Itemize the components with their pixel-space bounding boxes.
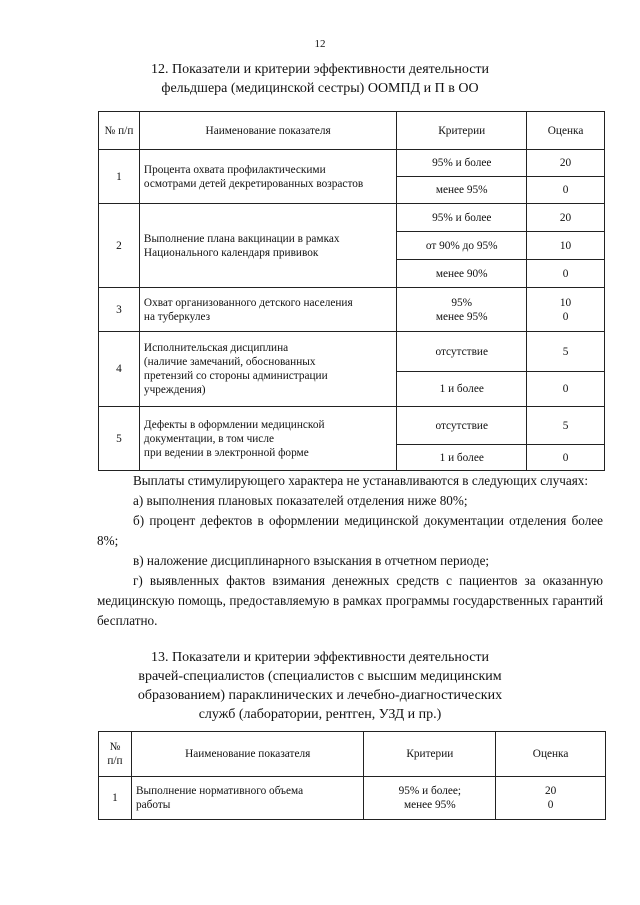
row-name-line: при ведении в электронной форме xyxy=(143,446,309,459)
row-score xyxy=(496,777,606,820)
row-score: 5 xyxy=(527,332,605,372)
row-criteria-line: менее 95% xyxy=(435,310,488,323)
row-criteria: 95% и более xyxy=(397,204,527,232)
header-num: № п/п xyxy=(99,112,140,150)
row-name xyxy=(139,150,396,204)
row-name-line: Охват организованного детского населения xyxy=(143,296,353,309)
section-12-title xyxy=(100,60,540,98)
row-criteria-line: 95% и более; xyxy=(398,785,462,797)
row-name-line: (наличие замечаний, обоснованных xyxy=(143,356,316,368)
table-header-row xyxy=(99,112,605,150)
row-name-line: Исполнительская дисциплина xyxy=(143,342,289,354)
section-13-title-line: врачей-специалистов (специалистов с высшим медицинским xyxy=(138,669,502,684)
paragraph-v: в) наложение дисциплинарного взыскания в отчетном периоде; xyxy=(133,553,490,568)
row-criteria: менее 90% xyxy=(397,260,527,288)
row-criteria xyxy=(397,288,527,332)
row-criteria: отсутствие xyxy=(397,332,527,372)
header-num xyxy=(99,732,132,777)
section-13-title-line: служб (лаборатории, рентген, УЗД и пр.) xyxy=(198,707,442,722)
row-score: 5 xyxy=(527,407,605,445)
row-score xyxy=(527,288,605,332)
conditions-text xyxy=(97,471,603,631)
row-score: 20 xyxy=(527,204,605,232)
row-criteria: менее 95% xyxy=(397,177,527,204)
paragraph-g: г) выявленных фактов взимания денежных средств с пациентов за оказанную медицинскую помощь, предоставляемую в рамках программы государственных гарантий бесплатно. xyxy=(97,573,603,628)
row-score-line: 0 xyxy=(547,799,554,811)
row-score: 0 xyxy=(527,177,605,204)
header-criteria: Критерии xyxy=(364,732,496,777)
row-score: 0 xyxy=(527,372,605,407)
row-criteria: 1 и более xyxy=(397,372,527,407)
header-criteria: Критерии xyxy=(397,112,527,150)
row-criteria: 1 и более xyxy=(397,445,527,471)
table-row xyxy=(99,150,605,177)
section-12-title-line: 12. Показатели и критерии эффективности деятельности xyxy=(150,62,490,77)
row-name-line: на туберкулез xyxy=(143,310,211,323)
section-12-title-line: фельдшера (медицинской сестры) ООМПД и П в ОО xyxy=(161,81,479,96)
header-num-line: № xyxy=(109,741,121,753)
row-name-line: Выполнение плана вакцинации в рамках xyxy=(143,232,340,245)
section-13-title xyxy=(90,648,550,724)
row-num: 5 xyxy=(99,407,140,471)
row-score: 20 xyxy=(527,150,605,177)
section-12-table xyxy=(98,111,605,471)
page-number: 12 xyxy=(314,38,326,50)
row-num: 3 xyxy=(99,288,140,332)
table-row xyxy=(99,407,605,445)
paragraph-b: б) процент дефектов в оформлении медицинской документации отделения более 8%; xyxy=(97,513,603,548)
row-score: 10 xyxy=(527,232,605,260)
header-name: Наименование показателя xyxy=(131,732,364,777)
header-score: Оценка xyxy=(527,112,605,150)
row-criteria: отсутствие xyxy=(397,407,527,445)
row-name-line: документации, в том числе xyxy=(143,432,274,445)
row-name-line: Процента охвата профилактическими xyxy=(143,163,326,176)
row-criteria: от 90% до 95% xyxy=(397,232,527,260)
row-name-line: работы xyxy=(135,799,171,811)
row-criteria-line: менее 95% xyxy=(403,799,456,811)
table-row xyxy=(99,288,605,332)
row-name-line: осмотрами детей декретированных возрастов xyxy=(143,177,364,190)
paragraph-a: а) выполнения плановых показателей отделения ниже 80%; xyxy=(133,493,468,508)
header-score: Оценка xyxy=(496,732,606,777)
paragraph-intro: Выплаты стимулирующего характера не устанавливаются в следующих случаях: xyxy=(133,473,589,488)
row-score-line: 0 xyxy=(562,310,569,323)
row-score: 0 xyxy=(527,260,605,288)
row-num: 4 xyxy=(99,332,140,407)
row-score-line: 10 xyxy=(559,296,572,309)
section-13-table xyxy=(98,731,606,820)
row-score: 0 xyxy=(527,445,605,471)
row-name xyxy=(139,204,396,288)
row-num: 1 xyxy=(99,150,140,204)
table-header-row xyxy=(99,732,606,777)
row-name-line: Выполнение нормативного объема xyxy=(135,785,304,797)
row-score-line: 20 xyxy=(544,785,557,797)
row-name-line: учреждения) xyxy=(143,384,206,396)
row-name-line: претензий со стороны администрации xyxy=(143,370,328,382)
header-num-line: п/п xyxy=(107,755,123,767)
table-row xyxy=(99,204,605,232)
row-name-line: Дефекты в оформлении медицинской xyxy=(143,418,325,431)
row-criteria-line: 95% xyxy=(451,296,473,309)
header-name: Наименование показателя xyxy=(139,112,396,150)
row-criteria: 95% и более xyxy=(397,150,527,177)
table-row xyxy=(99,332,605,372)
row-criteria xyxy=(364,777,496,820)
section-13-title-line: образованием) параклинических и лечебно-диагностических xyxy=(137,688,503,703)
row-name xyxy=(139,407,396,471)
row-num: 1 xyxy=(99,777,132,820)
row-name xyxy=(139,288,396,332)
section-13-title-line: 13. Показатели и критерии эффективности деятельности xyxy=(150,650,490,665)
row-name xyxy=(139,332,396,407)
row-name-line: Национального календаря прививок xyxy=(143,246,319,259)
row-name xyxy=(131,777,364,820)
row-num: 2 xyxy=(99,204,140,288)
table-row xyxy=(99,777,606,820)
